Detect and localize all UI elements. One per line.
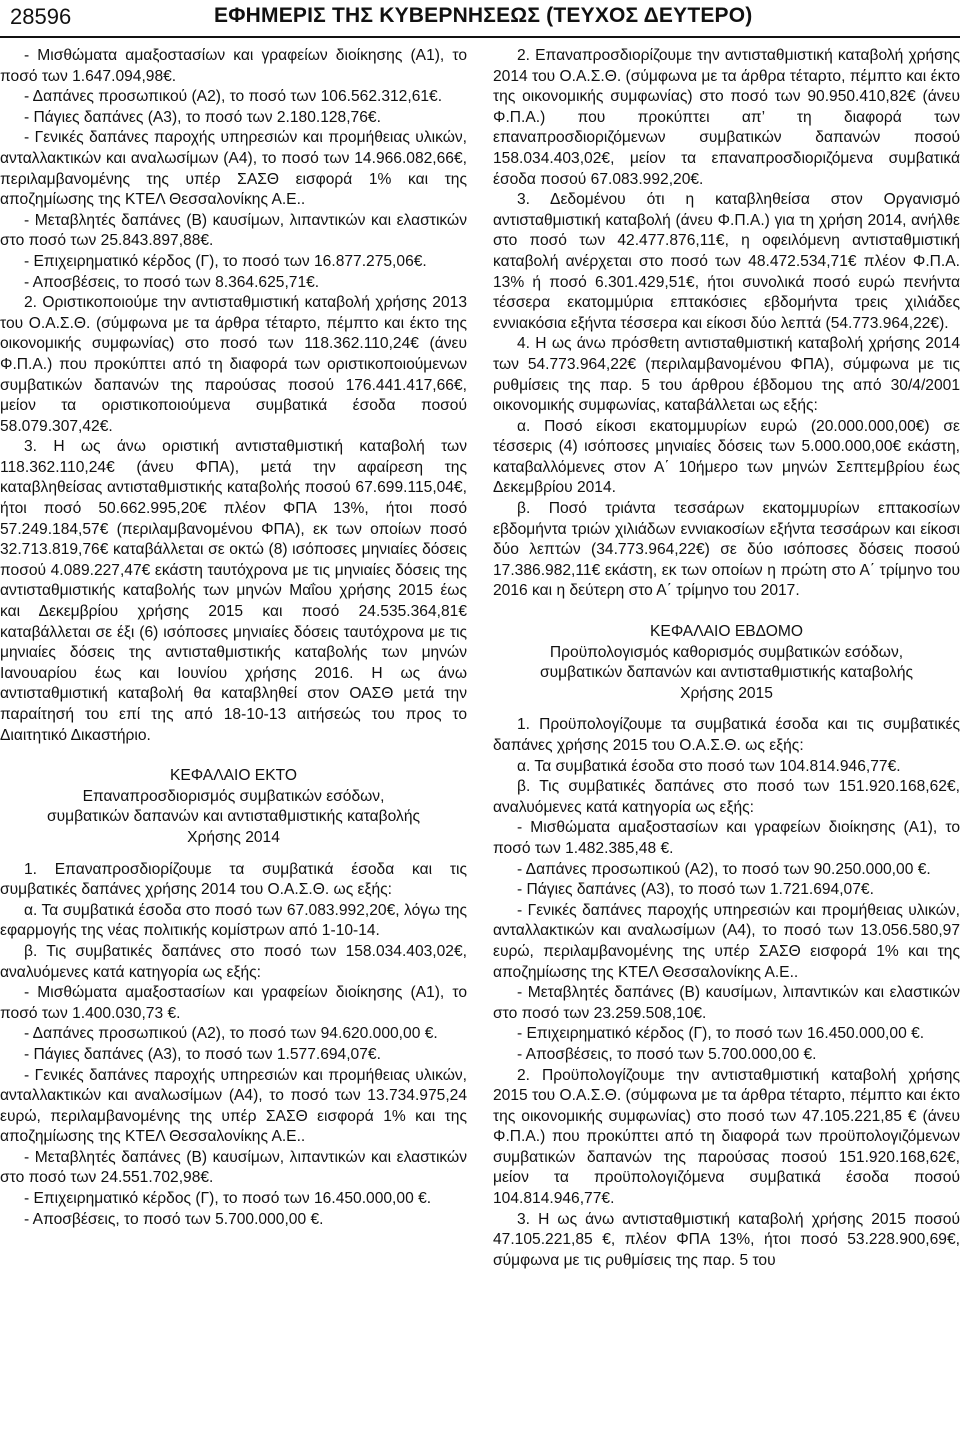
paragraph: α. Τα συμβατικά έσοδα στο ποσό των 104.814.946,77€. [517, 757, 901, 775]
paragraph: - Αποσβέσεις, το ποσό των 5.700.000,00 €. [24, 1210, 324, 1228]
paragraph: 2. Προϋπολογίζουμε την αντισταθμιστική καταβολή χρήσης 2015 του Ο.Α.Σ.Θ. (σύμφωνα με τα άρθρα τέταρτο, πέμπτο και έκτο της οικονομικής συμφωνίας) στο ποσό των 47.105.221,85 € (άνευ Φ.Π.Α.) που προκύπτει από τη διαφορά των προϋπολογιζόμενων συμβατικών δαπανών της παρούσας ποσού 151.920.168,62€, μείον τα προϋπολογιζόμενα συμβατικά έσοδα ποσού 104.814.946,77€. [493, 1066, 960, 1208]
paragraph: 2. Οριστικοποιούμε την αντισταθμιστική καταβολή χρήσης 2013 του Ο.Α.Σ.Θ. (σύμφωνα με τα άρθρα τέταρτο, πέμπτο και έκτο της οικονομικής συμφωνίας) στο ποσό των 118.362.110,24€ (άνευ Φ.Π.Α.) που προκύπτει από τη διαφορά των οριστικοποιούμενων συμβατικών δαπανών της παρούσας ποσού 176.441.417,66€, μείον τα οριστικοποιούμενα συμβατικά έσοδα ποσού 58.079.307,42€. [0, 294, 467, 435]
chapter-subtitle: Επαναπροσδιορισμός συμβατικών εσόδων, [82, 787, 385, 805]
paragraph: - Δαπάνες προσωπικού (Α2), το ποσό των 94.620.000,00 €. [24, 1025, 438, 1043]
paragraph: α. Ποσό είκοσι εκατομμυρίων ευρώ (20.000.000,00€) σε τέσσερις (4) ισόποσες μηνιαίες δόσεις των 5.000.000,00€ εκάστη, καταβαλλόμενες στον Α΄ 10ήμερο των μηνών Σεπτεμβρίου έως Δεκεμβρίου 2014. [493, 417, 960, 497]
paragraph: 3. Η ως άνω αντισταθμιστική καταβολή χρήσης 2015 ποσού 47.105.221,85 €, πλέον ΦΠΑ 13%, ήτοι ποσό 53.228.900,69€, σύμφωνα με τις ρυθμίσεις της παρ. 5 του [493, 1210, 960, 1269]
paragraph: 3. Δεδομένου ότι η καταβληθείσα στον Οργανισμό αντισταθμιστική καταβολή (άνευ Φ.Π.Α.) για τη χρήση 2014, ανήλθε στο ποσό των 42.477.876,11€, η οφειλόμενη αντισταθμιστική καταβολή ανέρχεται στο ποσό των 48.472.534,71€ πλέον Φ.Π.Α. 13% ή ποσό 6.301.429,51€, ήτοι συνολικά ποσό ευρώ πενήντα τέσσερα εκατομμύρια επτακόσιες εβδομήντα τρεις χιλιάδες εννιακόσια εξήντα τέσσερα και είκοσι δύο λεπτά (54.773.964,22€). [493, 191, 960, 332]
paragraph: β. Ποσό τριάντα τεσσάρων εκατομμυρίων επτακοσίων εβδομήντα τριών χιλιάδων εννιακοσίων εξήντα τεσσάρων και είκοσι δύο λεπτών (34.773.964,22€) σε δύο ισόποσες δόσεις ποσού 17.386.982,11€ εκάστη, εκ των οποίων η πρώτη στο Α΄ τρίμηνο του 2016 και η δεύτερη στο Α΄ τρίμηνο του 2017. [493, 500, 960, 600]
paragraph: 2. Επαναπροσδιορίζουμε την αντισταθμιστική καταβολή χρήσης 2014 του Ο.Α.Σ.Θ. (σύμφωνα με τα άρθρα τέταρτο, πέμπτο και έκτο της οικονομικής συμφωνίας) στο ποσό των 90.950.410,82€ (άνευ Φ.Π.Α.) που προκύπτει απ’ τη διαφορά των επαναπροσδιοριζόμενων συμβατικών δαπανών ποσού 158.034.403,02€, μείον τα επαναπροσδιοριζόμενα συμβατικά έσοδα ποσού 67.083.992,20€. [493, 47, 960, 188]
chapter-subtitle: συμβατικών δαπανών και αντισταθμιστικής καταβολής [46, 808, 421, 826]
paragraph: - Πάγιες δαπάνες (Α3), το ποσό των 1.721.694,07€. [517, 881, 874, 899]
paragraph: - Μισθώματα αμαξοστασίων και γραφείων διοίκησης (Α1), το ποσό των 1.400.030,73 €. [0, 984, 467, 1022]
paragraph: - Πάγιες δαπάνες (Α3), το ποσό των 1.577.694,07€. [24, 1045, 381, 1063]
paragraph: 3. Η ως άνω οριστική αντισταθμιστική καταβολή των 118.362.110,24€ (άνευ ΦΠΑ), μετά την αφαίρεση της καταβληθείσας αντισταθμιστικής καταβολής ποσού 67.699.115,04€, ήτοι ποσό 50.662.995,20€ πλέον ΦΠΑ 13%, ήτοι ποσό 57.249.184,57€ (περιλαμβανομένου ΦΠΑ), εκ των οποίων ποσό 32.713.819,76€ καταβάλλεται σε οκτώ (8) ισόποσες μηνιαίες δόσεις ποσού 4.089.227,47€ εκάστη ταυτόχρονα με τις μηνιαίες δόσεις της αντισταθμιστικής καταβολής των μηνών Μαΐου χρήσης 2015 έως και Δεκεμβρίου χρήσης 2015 και ποσό 24.535.364,81€ καταβάλλεται σε έξι (6) ισόποσες μηνιαίες δόσεις ταυτόχρονα με τις μηνιαίες δόσεις της αντισταθμιστικής καταβολής των μηνών Ιανουαρίου έως και Ιουνίου χρήσης 2016. Η ως άνω αντισταθμιστική καταβολή θα καταβληθεί στον ΟΑΣΘ μετά την παραίτησή του επί της από 18-10-13 αιτήσεώς του προς το Διαιτητικό Δικαστήριο. [0, 438, 467, 744]
right-column [493, 46, 960, 1271]
chapter-subtitle: Προϋπολογισμός καθορισμός συμβατικών εσόδων, [549, 643, 904, 661]
paragraph: - Επιχειρηματικό κέρδος (Γ), το ποσό των 16.450.000,00 €. [24, 1190, 432, 1208]
chapter-title: ΚΕΦΑΛΑΙΟ ΕΒΔΟΜΟ [650, 623, 803, 641]
left-column [0, 46, 467, 1230]
paragraph: - Μισθώματα αμαξοστασίων και γραφείων διοίκησης (Α1), το ποσό των 1.647.094,98€. [0, 47, 467, 85]
chapter-subtitle: Χρήσης 2014 [187, 828, 280, 846]
gazette-title: ΕΦΗΜΕΡΙΣ ΤΗΣ ΚΥΒΕΡΝΗΣΕΩΣ (ΤΕΥΧΟΣ ΔΕΥΤΕΡΟ) [214, 4, 753, 27]
page-header [0, 0, 960, 38]
page-number: 28596 [10, 4, 72, 29]
paragraph: 1. Επαναπροσδιορίζουμε τα συμβατικά έσοδα και τις συμβατικές δαπάνες χρήσης 2014 του Ο.Α.Σ.Θ. ως εξής: [0, 860, 467, 899]
paragraph: - Γενικές δαπάνες παροχής υπηρεσιών και προμήθειας υλικών, ανταλλακτικών και αναλωσίμων (Α4), το ποσό των 14.966.082,66€, περιλαμβανομένης της υπέρ ΣΑΣΘ εισφορά 1% και της αποζημίωσης της ΚΤΕΛ Θεσσαλονίκης Α.Ε.. [0, 129, 467, 209]
paragraph: - Γενικές δαπάνες παροχής υπηρεσιών και προμήθειας υλικών, ανταλλακτικών και αναλωσίμων (Α4), το ποσό των 13.734.975,24 ευρώ, περιλαμβανομένης της υπέρ ΣΑΣΘ εισφορά 1% και της αποζημίωσης της ΚΤΕΛ Θεσσαλονίκης Α.Ε.. [0, 1066, 467, 1146]
paragraph: - Αποσβέσεις, το ποσό των 8.364.625,71€. [24, 273, 320, 291]
paragraph: - Μεταβλητές δαπάνες (Β) καυσίμων, λιπαντικών και ελαστικών στο ποσό των 25.843.897,88€. [0, 211, 467, 250]
paragraph: - Αποσβέσεις, το ποσό των 5.700.000,00 €. [517, 1045, 817, 1063]
paragraph: - Μισθώματα αμαξοστασίων και γραφείων διοίκησης (Α1), το ποσό των 1.482.385,48 €. [493, 819, 960, 857]
paragraph: - Επιχειρηματικό κέρδος (Γ), το ποσό των 16.450.000,00 €. [517, 1025, 925, 1043]
paragraph: 4. Η ως άνω πρόσθετη αντισταθμιστική καταβολή χρήσης 2014 των 54.773.964,22€ (περιλαμβανομένου ΦΠΑ), σύμφωνα με τις ρυθμίσεις της παρ. 5 του άρθρου έβδομου της από 30/4/2001 οικονομικής συμφωνίας, καταβάλλεται ως εξής: [493, 335, 960, 415]
paragraph: - Δαπάνες προσωπικού (Α2), το ποσό των 90.250.000,00 €. [517, 860, 931, 878]
paragraph: 1. Προϋπολογίζουμε τα συμβατικά έσοδα και τις συμβατικές δαπάνες χρήσης 2015 του Ο.Α.Σ.Θ. ως εξής: [493, 716, 960, 754]
paragraph: - Πάγιες δαπάνες (Α3), το ποσό των 2.180.128,76€. [24, 108, 381, 126]
paragraph: - Μεταβλητές δαπάνες (Β) καυσίμων, λιπαντικών και ελαστικών στο ποσό των 23.259.508,10€. [493, 984, 960, 1022]
paragraph: α. Τα συμβατικά έσοδα στο ποσό των 67.083.992,20€, λόγω της εφαρμογής της νέας πολιτικής κομίστρων από 1-10-14. [0, 901, 467, 940]
paragraph: - Επιχειρηματικό κέρδος (Γ), το ποσό των 16.877.275,06€. [24, 252, 427, 270]
paragraph: - Γενικές δαπάνες παροχής υπηρεσιών και προμήθειας υλικών, ανταλλακτικών και αναλωσίμων (Α4), το ποσό των 13.056.580,97 ευρώ, περιλαμβανομένης της υπέρ ΣΑΣΘ εισφορά 1% και της αποζημίωσης της ΚΤΕΛ Θεσσαλονίκης Α.Ε.. [493, 901, 960, 981]
chapter-subtitle: Χρήσης 2015 [680, 684, 773, 702]
chapter-subtitle: συμβατικών δαπανών και αντισταθμιστικής καταβολής [539, 664, 914, 682]
paragraph: β. Τις συμβατικές δαπάνες στο ποσό των 158.034.403,02€, αναλυόμενες κατά κατηγορία ως εξής: [0, 942, 467, 981]
paragraph: - Μεταβλητές δαπάνες (Β) καυσίμων, λιπαντικών και ελαστικών στο ποσό των 24.551.702,98€. [0, 1148, 467, 1187]
paragraph: β. Τις συμβατικές δαπάνες στο ποσό των 151.920.168,62€, αναλυόμενες κατά κατηγορία ως εξής: [493, 778, 960, 816]
chapter-title: ΚΕΦΑΛΑΙΟ ΕΚΤΟ [170, 767, 297, 785]
paragraph: - Δαπάνες προσωπικού (Α2), το ποσό των 106.562.312,61€. [24, 88, 443, 106]
